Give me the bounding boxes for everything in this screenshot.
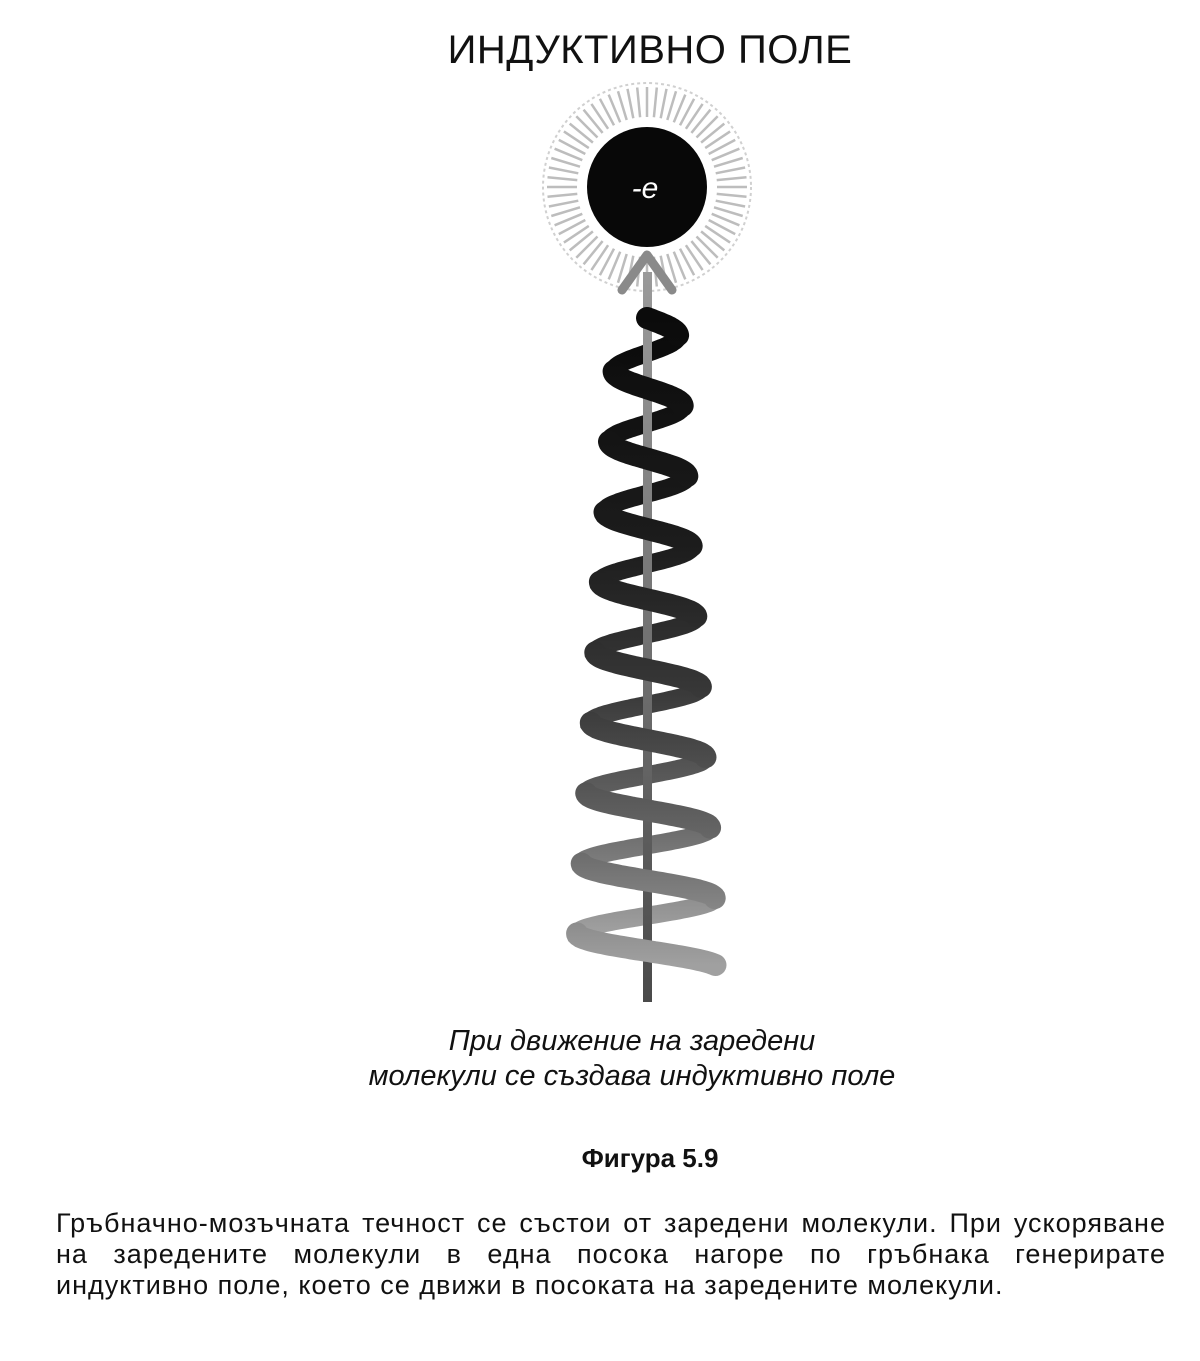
figure-description: Гръбначно-мозъчната течност се състои от заредени молекули. При ускоряване на заредените молекули в една посока нагоре по гръбнака генерирате индуктивно поле, което се движи в посоката на заредените молекули. — [56, 1208, 1166, 1300]
caption-line-1: При движение на заредени — [448, 1025, 816, 1057]
electron-label: -e — [631, 172, 659, 205]
figure-title: ИНДУКТИВНО ПОЛЕ — [447, 28, 853, 72]
caption-line-2: молекули се създава индуктивно поле — [368, 1060, 896, 1092]
diagram-caption — [0, 1024, 1200, 1094]
figure-number: Фигура 5.9 — [581, 1143, 719, 1173]
